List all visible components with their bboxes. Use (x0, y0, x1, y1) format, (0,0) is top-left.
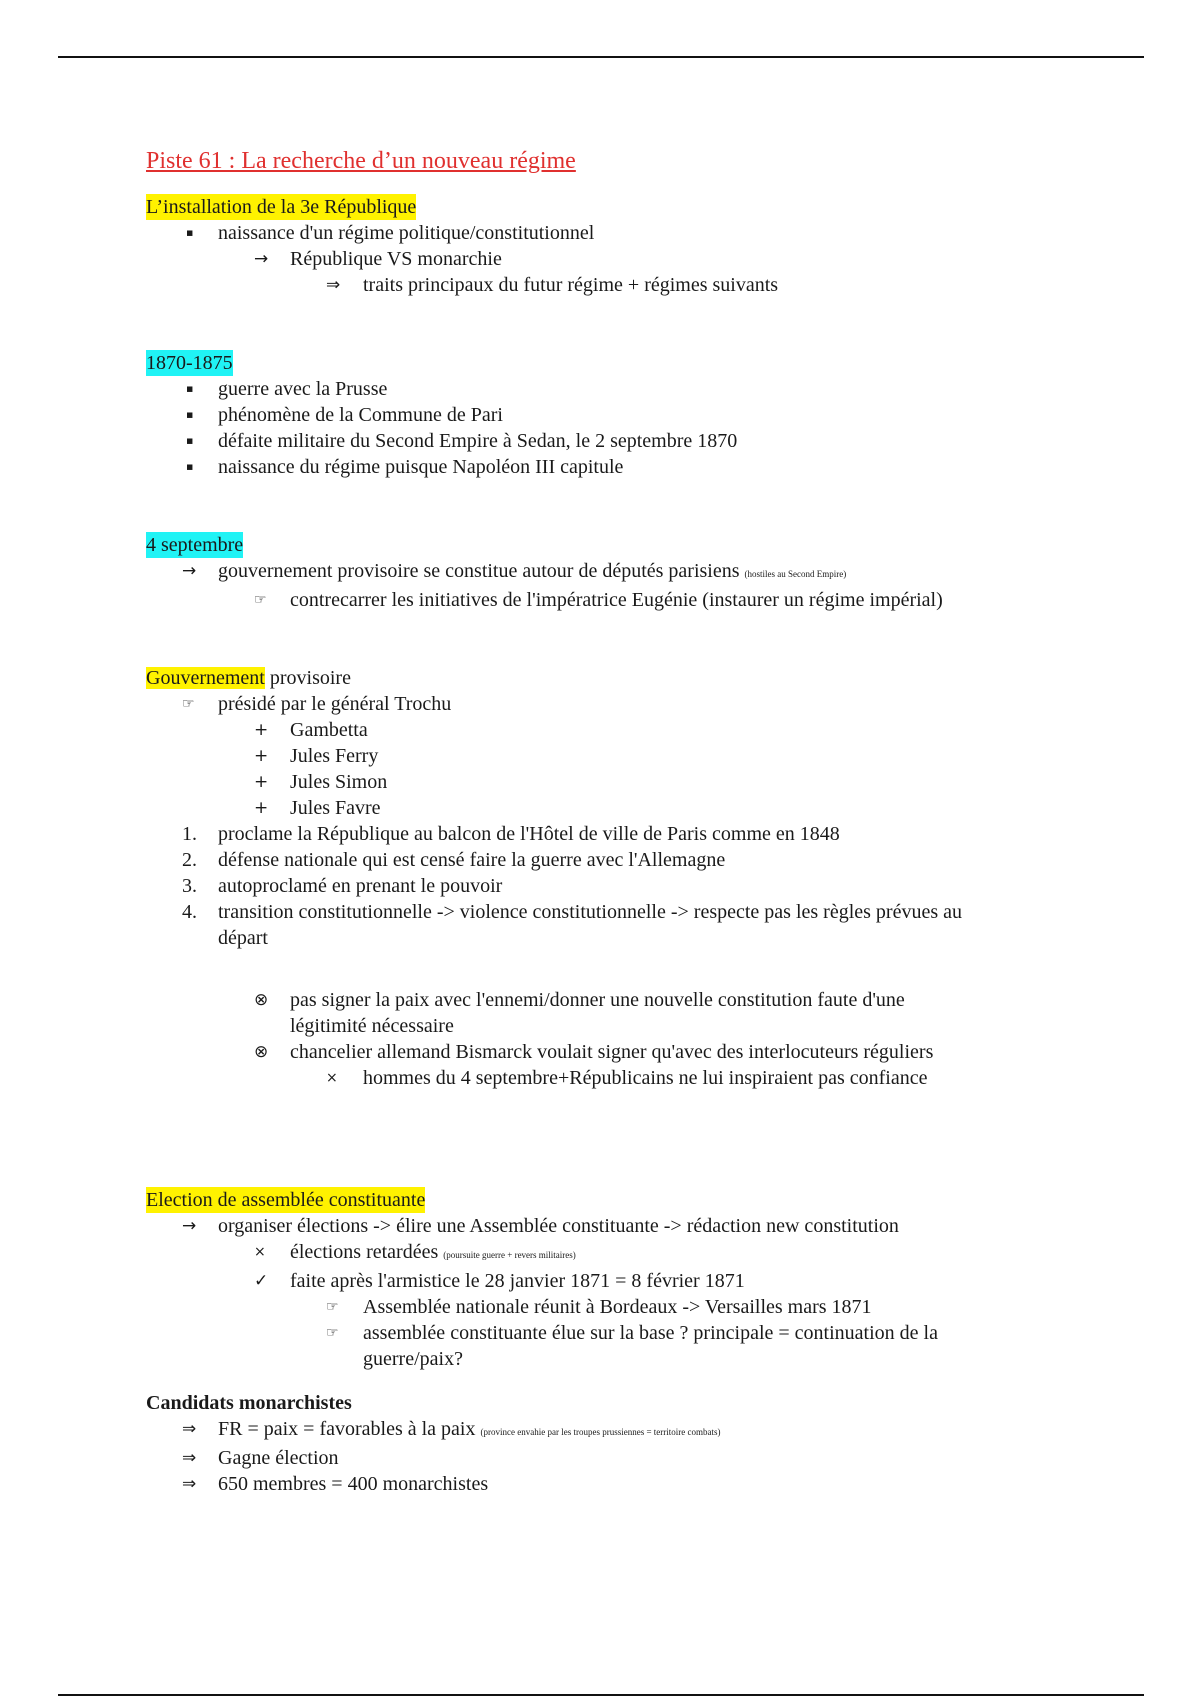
small-note: (hostiles au Second Empire) (744, 569, 847, 579)
section-candidats-monarchistes (146, 1390, 1066, 1497)
list-item: ⊗ pas signer la paix avec l'ennemi/donner une nouvelle constitution faute d'une (254, 989, 905, 1011)
plus-icon: + (254, 772, 269, 792)
section-election-assemblee (146, 1187, 1066, 1372)
list-item: ⇒ traits principaux du futur régime + régimes suivants (326, 274, 779, 296)
pointing-hand-icon: ☞ (326, 1325, 339, 1341)
list-item: ⊗ chancelier allemand Bismarck voulait signer qu'avec des interlocuteurs réguliers (254, 1041, 934, 1063)
list-item: ⇒ FR = paix = favorables à la paix (province envahie par les troupes prussiennes = territoire combats) (182, 1418, 721, 1440)
plus-icon: + (254, 720, 269, 740)
circled-x-icon: ⊗ (254, 990, 269, 1010)
list-item: ▪ naissance du régime puisque Napoléon III capitule (186, 456, 624, 478)
list-item: ☞ contrecarrer les initiatives de l'impératrice Eugénie (instaurer un régime impérial) (254, 589, 943, 611)
numbered-item: 3. autoproclamé en prenant le pouvoir (182, 875, 503, 897)
pointing-hand-icon: ☞ (254, 592, 267, 608)
plus-icon: + (254, 798, 269, 818)
list-item: × élections retardées (poursuite guerre + revers militaires) (254, 1241, 576, 1263)
section-gouvernement-provisoire (146, 665, 1066, 1091)
list-item: + Jules Simon (254, 771, 388, 793)
list-item: ▪ phénomène de la Commune de Pari (186, 404, 503, 426)
section-heading: 1870-1875 (146, 352, 233, 374)
numbered-item: 2. défense nationale qui est censé faire la guerre avec l'Allemagne (182, 849, 726, 871)
list-number: 3. (182, 875, 197, 897)
list-item: ☞ Assemblée nationale réunit à Bordeaux -> Versailles mars 1871 (326, 1296, 872, 1318)
list-item: ☞ présidé par le général Trochu (182, 693, 452, 715)
section-heading: Gouvernement provisoire (146, 667, 351, 689)
section-4-septembre (146, 532, 1066, 613)
arrow-right-icon: → (182, 561, 197, 581)
section-heading: Candidats monarchistes (146, 1392, 352, 1414)
pointing-hand-icon: ☞ (326, 1299, 339, 1315)
plus-icon: + (254, 746, 269, 766)
list-item: ☞ assemblée constituante élue sur la base ? principale = continuation de la (326, 1322, 938, 1344)
square-bullet-icon: ▪ (186, 408, 194, 421)
pointing-hand-icon: ☞ (182, 696, 195, 712)
square-bullet-icon: ▪ (186, 226, 194, 239)
square-bullet-icon: ▪ (186, 434, 194, 447)
list-item: ▪ défaite militaire du Second Empire à Sedan, le 2 septembre 1870 (186, 430, 738, 452)
double-arrow-icon: ⇒ (182, 1448, 197, 1468)
section-1870-1875 (146, 350, 1066, 480)
arrow-right-icon: → (254, 249, 269, 269)
list-item: ▪ guerre avec la Prusse (186, 378, 388, 400)
square-bullet-icon: ▪ (186, 460, 194, 473)
document-body (146, 146, 1066, 1497)
circled-x-icon: ⊗ (254, 1042, 269, 1062)
section-installation (146, 194, 1066, 298)
list-item: ⇒ 650 membres = 400 monarchistes (182, 1473, 489, 1495)
list-item: ⇒ Gagne élection (182, 1447, 339, 1469)
cross-icon: × (254, 1244, 266, 1260)
list-item: ✓ faite après l'armistice le 28 janvier 1871 = 8 février 1871 (254, 1270, 745, 1292)
list-item-continuation: guerre/paix? (363, 1348, 463, 1370)
page-title: Piste 61 : La recherche d’un nouveau régime (146, 148, 576, 174)
numbered-item: 1. proclame la République au balcon de l'Hôtel de ville de Paris comme en 1848 (182, 823, 840, 845)
double-arrow-icon: ⇒ (326, 275, 341, 295)
list-item: → gouvernement provisoire se constitue autour de députés parisiens (hostiles au Second Empire) (182, 560, 847, 582)
small-note: (province envahie par les troupes prussiennes = territoire combats) (480, 1427, 721, 1437)
double-arrow-icon: ⇒ (182, 1419, 197, 1439)
section-heading: Election de assemblée constituante (146, 1189, 426, 1211)
bottom-rule (58, 1694, 1144, 1696)
list-item-continuation: légitimité nécessaire (290, 1015, 454, 1037)
square-bullet-icon: ▪ (186, 382, 194, 395)
double-arrow-icon: ⇒ (182, 1474, 197, 1494)
cross-icon: × (326, 1070, 338, 1086)
list-item: + Jules Favre (254, 797, 381, 819)
section-heading: 4 septembre (146, 534, 244, 556)
top-rule (58, 56, 1144, 58)
small-note: (poursuite guerre + revers militaires) (443, 1250, 576, 1260)
list-item: → République VS monarchie (254, 248, 502, 270)
list-item-continuation: départ (218, 927, 268, 949)
numbered-item: 4. transition constitutionnelle -> violence constitutionnelle -> respecte pas les règles prévues au (182, 901, 963, 923)
list-item: + Gambetta (254, 719, 368, 741)
list-number: 4. (182, 901, 197, 923)
check-icon: ✓ (254, 1271, 269, 1291)
list-item: × hommes du 4 septembre+Républicains ne lui inspiraient pas confiance (326, 1067, 928, 1089)
arrow-right-icon: → (182, 1216, 197, 1236)
list-number: 2. (182, 849, 197, 871)
list-item: + Jules Ferry (254, 745, 379, 767)
list-item: → organiser élections -> élire une Assemblée constituante -> rédaction new constitution (182, 1215, 899, 1237)
section-heading: L’installation de la 3e République (146, 196, 417, 218)
list-item: ▪ naissance d'un régime politique/constitutionnel (186, 222, 595, 244)
list-number: 1. (182, 823, 197, 845)
